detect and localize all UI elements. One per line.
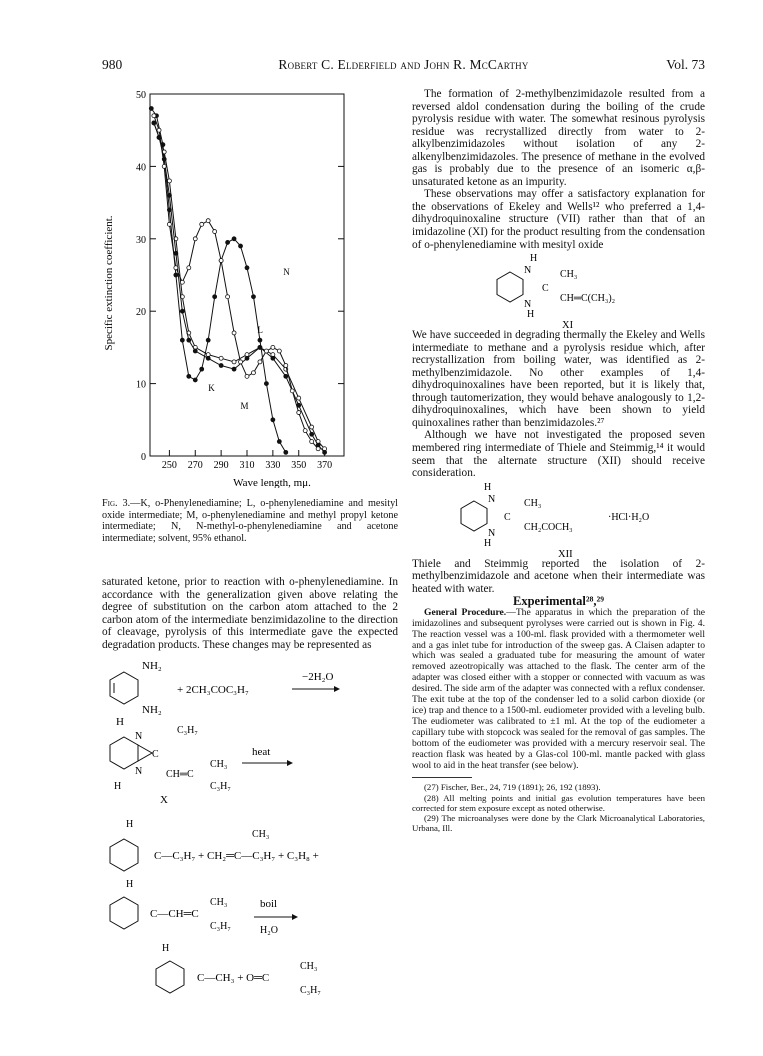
- data-point: [193, 378, 197, 382]
- data-point: [303, 429, 307, 433]
- data-point: [219, 259, 223, 263]
- xii-substituent: CH₂COCH₃: [524, 521, 573, 533]
- x-tick-label: 310: [239, 460, 255, 471]
- series-n: [152, 114, 320, 451]
- footnote: (28) All melting points and initial gas evolution temperatures have been corrected for stem exposure except as noted otherwise.: [412, 792, 705, 813]
- h-label: H: [162, 943, 170, 954]
- series-line: [151, 109, 285, 453]
- paragraph: These observations may offer a satisfactory explanation for the observations of Ekeley and Wells¹² who preferred a 1,4-dihydroquinoxaline structure (VII) rather than that of an imidazoline (XI) for the product resulting from the condensation of o-phenylenediamine with mesityl oxide: [412, 188, 705, 251]
- left-column-text: [102, 576, 398, 651]
- svg-text:C: C: [504, 511, 511, 523]
- structure-xi: [412, 251, 705, 329]
- h-label: H: [114, 781, 122, 792]
- data-point: [251, 295, 255, 299]
- svg-text:H: H: [484, 481, 492, 493]
- svg-text:H: H: [484, 537, 492, 549]
- nh2-top: NH₂: [142, 660, 162, 672]
- footnote-divider: [412, 777, 472, 778]
- x-tick-label: 350: [291, 460, 307, 471]
- svg-text:N: N: [524, 265, 532, 277]
- series-l: [152, 121, 327, 451]
- data-point: [174, 266, 178, 270]
- data-point: [206, 356, 210, 360]
- x-tick-label: 290: [213, 460, 229, 471]
- data-point: [284, 364, 288, 368]
- ch3-label: CH₃: [300, 961, 318, 972]
- data-point: [152, 114, 156, 118]
- y-tick-label: 40: [136, 162, 146, 174]
- svg-text:N: N: [488, 493, 496, 505]
- data-point: [310, 432, 314, 436]
- data-point: [258, 345, 262, 349]
- running-authors: Robert C. Elderfield and John R. McCarthy: [278, 57, 529, 72]
- data-point: [193, 349, 197, 353]
- y-tick-label: 30: [136, 234, 146, 246]
- h-label: H: [126, 819, 134, 830]
- data-point: [310, 425, 314, 429]
- y-tick-label: 20: [136, 307, 146, 319]
- procedure-label: General Procedure.: [424, 606, 507, 618]
- c3h7-label: C₃H₇: [177, 725, 198, 736]
- compound-label-x: X: [160, 794, 168, 806]
- data-point: [277, 349, 281, 353]
- reagent-text: + 2CH₃COC₃H₇: [177, 684, 249, 696]
- paragraph: saturated ketone, prior to reaction with o-phenylenediamine. In accordance with the generalization given above relating the degree of substitution on the carbon atom attached to the 2 carbon atom of the intermediate benzimidazoline to the direction of cleavage, pyrolysis of this intermediate gave the expected degradation products. These changes may be represented as: [102, 576, 398, 651]
- data-point: [258, 360, 262, 364]
- svg-text:C: C: [542, 283, 549, 295]
- figure-label: Fig. 3.: [102, 498, 131, 509]
- data-point: [232, 360, 236, 364]
- x-axis-label: Wave length, mμ.: [233, 477, 311, 488]
- figure-caption-text: —K, o-Phenylenediamine; L, o-phenylenediamine and mesityl oxide intermediate; M, o-phenylenediamine and methyl propyl ketone intermediate; N, N-methyl-o-phenylenediamine and acetone intermediate; solvent, 95% ethanol.: [102, 498, 398, 544]
- products-line-2: C—CH₃ + O═C: [197, 972, 270, 984]
- series-label: K: [208, 382, 215, 393]
- data-point: [152, 121, 156, 125]
- data-point: [239, 244, 243, 248]
- data-point: [187, 266, 191, 270]
- svg-text:H: H: [530, 253, 538, 265]
- series-label: M: [240, 400, 249, 411]
- data-point: [310, 440, 314, 444]
- xi-substituent: CH═C(CH₃)₂: [560, 293, 616, 305]
- chart-series-group: [149, 106, 326, 454]
- data-point: [245, 374, 249, 378]
- data-point: [200, 222, 204, 226]
- data-point: [226, 240, 230, 244]
- data-point: [193, 237, 197, 241]
- data-point: [284, 374, 288, 378]
- paragraph: Thiele and Steimmig reported the isolation of 2-methylbenzimidazole and acetone when their intermediate was heated with water.: [412, 557, 705, 595]
- ch3-label: CH₃: [252, 829, 270, 840]
- data-point: [213, 295, 217, 299]
- reaction-scheme: [102, 655, 402, 1000]
- data-point: [264, 382, 268, 386]
- data-point: [258, 338, 262, 342]
- data-point: [271, 356, 275, 360]
- data-point: [187, 338, 191, 342]
- products-line-1: C—C₃H₇ + CH₂═C—C₃H₇ + C₃H₈ +: [154, 850, 319, 862]
- c3h7-label: C₃H₇: [210, 781, 231, 792]
- data-point: [284, 450, 288, 454]
- page-number: 980: [102, 57, 123, 72]
- data-point: [174, 251, 178, 255]
- data-point: [200, 367, 204, 371]
- n-label: N: [135, 731, 143, 742]
- data-point: [206, 219, 210, 223]
- water-label: H₂O: [260, 925, 278, 936]
- data-point: [226, 295, 230, 299]
- right-column-text: [412, 88, 705, 833]
- data-point: [277, 440, 281, 444]
- structure-xii: [412, 480, 705, 558]
- data-point: [149, 106, 153, 110]
- data-point: [157, 128, 161, 132]
- data-point: [219, 356, 223, 360]
- data-point: [251, 371, 255, 375]
- running-header: [102, 57, 705, 73]
- y-tick-label: 0: [141, 452, 146, 463]
- svg-text:N: N: [524, 299, 532, 311]
- heat-label: heat: [252, 746, 271, 758]
- n-label: N: [135, 766, 143, 777]
- xii-ch3: CH₃: [524, 497, 542, 509]
- x-tick-label: 330: [265, 460, 281, 471]
- data-point: [232, 331, 236, 335]
- paragraph: The formation of 2-methylbenzimidazole resulted from a reversed aldol condensation during the boiling of the crude pyrolysis residue with water. The somewhat resinous pyrolysis residue was recrystallized directly from water to 2-alkylbenzimidazoles without isolation of any 2-alkenylbenzimidazoles. The presence of methane in the evolved gas is probably due to the presence of an isomeric α,β-unsaturated ketone as an impurity.: [412, 88, 705, 188]
- data-point: [323, 450, 327, 454]
- data-point: [239, 360, 243, 364]
- data-point: [162, 164, 166, 168]
- h-label: H: [116, 716, 124, 728]
- series-label: N: [283, 267, 290, 277]
- ring-amine: [110, 672, 138, 704]
- data-point: [219, 364, 223, 368]
- svg-text:H: H: [527, 309, 535, 321]
- data-point: [213, 230, 217, 234]
- data-point: [264, 349, 268, 353]
- xi-ch3: CH₃: [560, 269, 578, 281]
- data-point: [245, 266, 249, 270]
- x-tick-label: 370: [317, 460, 333, 471]
- data-point: [180, 309, 184, 313]
- boil-label: boil: [260, 898, 278, 910]
- ch-eq-c: CH═C: [166, 769, 194, 780]
- x-tick-label: 250: [161, 460, 177, 471]
- data-point: [167, 222, 171, 226]
- alkenyl-fragment: C—CH═C: [150, 908, 199, 920]
- data-point: [232, 367, 236, 371]
- data-point: [167, 193, 171, 197]
- y-tick-label: 50: [136, 90, 146, 101]
- figure-caption: [102, 498, 398, 544]
- compound-label-xi: XI: [562, 320, 574, 330]
- c3h7-label: C₃H₇: [300, 985, 321, 996]
- data-point: [180, 280, 184, 284]
- data-point: [297, 396, 301, 400]
- volume-label: Vol. 73: [666, 57, 705, 72]
- y-axis-label: Specific extinction coefficient.: [103, 215, 115, 351]
- data-point: [232, 237, 236, 241]
- h-label: H: [126, 879, 134, 890]
- data-point: [271, 418, 275, 422]
- data-point: [180, 338, 184, 342]
- series-m: [152, 121, 327, 454]
- data-point: [290, 389, 294, 393]
- data-point: [297, 411, 301, 415]
- data-point: [206, 338, 210, 342]
- ch3-label: CH₃: [210, 897, 228, 908]
- minus-water: −2H₂O: [302, 671, 334, 683]
- data-point: [187, 374, 191, 378]
- nh2-bottom: NH₂: [142, 704, 162, 716]
- series-label: L: [257, 324, 263, 335]
- xii-salt: ·HCl·H₂O: [608, 511, 650, 523]
- c-label: C: [152, 749, 159, 760]
- paragraph: Although we have not investigated the proposed seven membered ring intermediate of Thiele and Steimmig,¹⁴ it would seem that the alternate structure (XII) should receive consideration.: [412, 429, 705, 480]
- y-tick-label: 10: [136, 379, 146, 391]
- x-tick-label: 270: [187, 460, 203, 471]
- footnote: (29) The microanalyses were done by the Clark Microanalytical Laboratories, Urbana, Ill.: [412, 813, 705, 834]
- section-heading: Experimental²⁸,²⁹: [512, 594, 605, 609]
- c3h7-label: C₃H₇: [210, 921, 231, 932]
- data-point: [245, 356, 249, 360]
- absorption-spectrum-chart: [102, 88, 402, 488]
- data-point: [316, 447, 320, 451]
- ch3-label: CH₃: [210, 759, 228, 770]
- footnote: (27) Fischer, Ber., 24, 719 (1891); 26, 192 (1893).: [424, 782, 601, 793]
- compound-label-xii: XII: [558, 548, 573, 558]
- paragraph: —The apparatus in which the preparation of the imidazolines and subsequent pyrolyses were carried out is shown in Fig. 4. The reaction vessel was a 100-ml. flask provided with a thermometer well and a gas inlet tube for introduction of the sweep gas. A Claisen adapter to which was sealed a graduated tube for measuring the amount of water removed azeotropically was attached to the flask. The center arm of the adapter was closed either with a stopper or connected with vacuum as was desired. The side arm of the adapter was connected with a reflux condenser. The exit tube at the top of the condenser led to a solid carbon dioxide (or ice) trap and thence to a 1500-ml. eudiometer provided with a leveling bulb. The eudiometer was calibrated to ±1 ml. At the top of the eudiometer a capillary tube with stopcock was sealed for the removal of gas samples. The bottom of the eudiometer was provided with a mercury reservoir seal. The reaction flask was heated by a Glas-col 100-ml. mantle packed with glass wool to aid in the heat transfer (see below).: [412, 606, 705, 771]
- data-point: [174, 273, 178, 277]
- series-k: [149, 106, 288, 454]
- series-line: [154, 116, 318, 449]
- data-point: [271, 345, 275, 349]
- svg-text:N: N: [488, 527, 496, 539]
- paragraph: We have succeeded in degrading thermally the Ekeley and Wells intermediate to methane and a pyrolysis residue which, after recrystallization from boiling water, was identified as 2-methylbenzimidazole. No other examples of 1,4-dihydroquinoxalines have been reported, but it is likely that, through tautomerization, they would behave analogously to 1,2-dihydroquinoxalines, which have been shown to yield quinoxalines rather than benzimidazoles.²⁷: [412, 329, 705, 429]
